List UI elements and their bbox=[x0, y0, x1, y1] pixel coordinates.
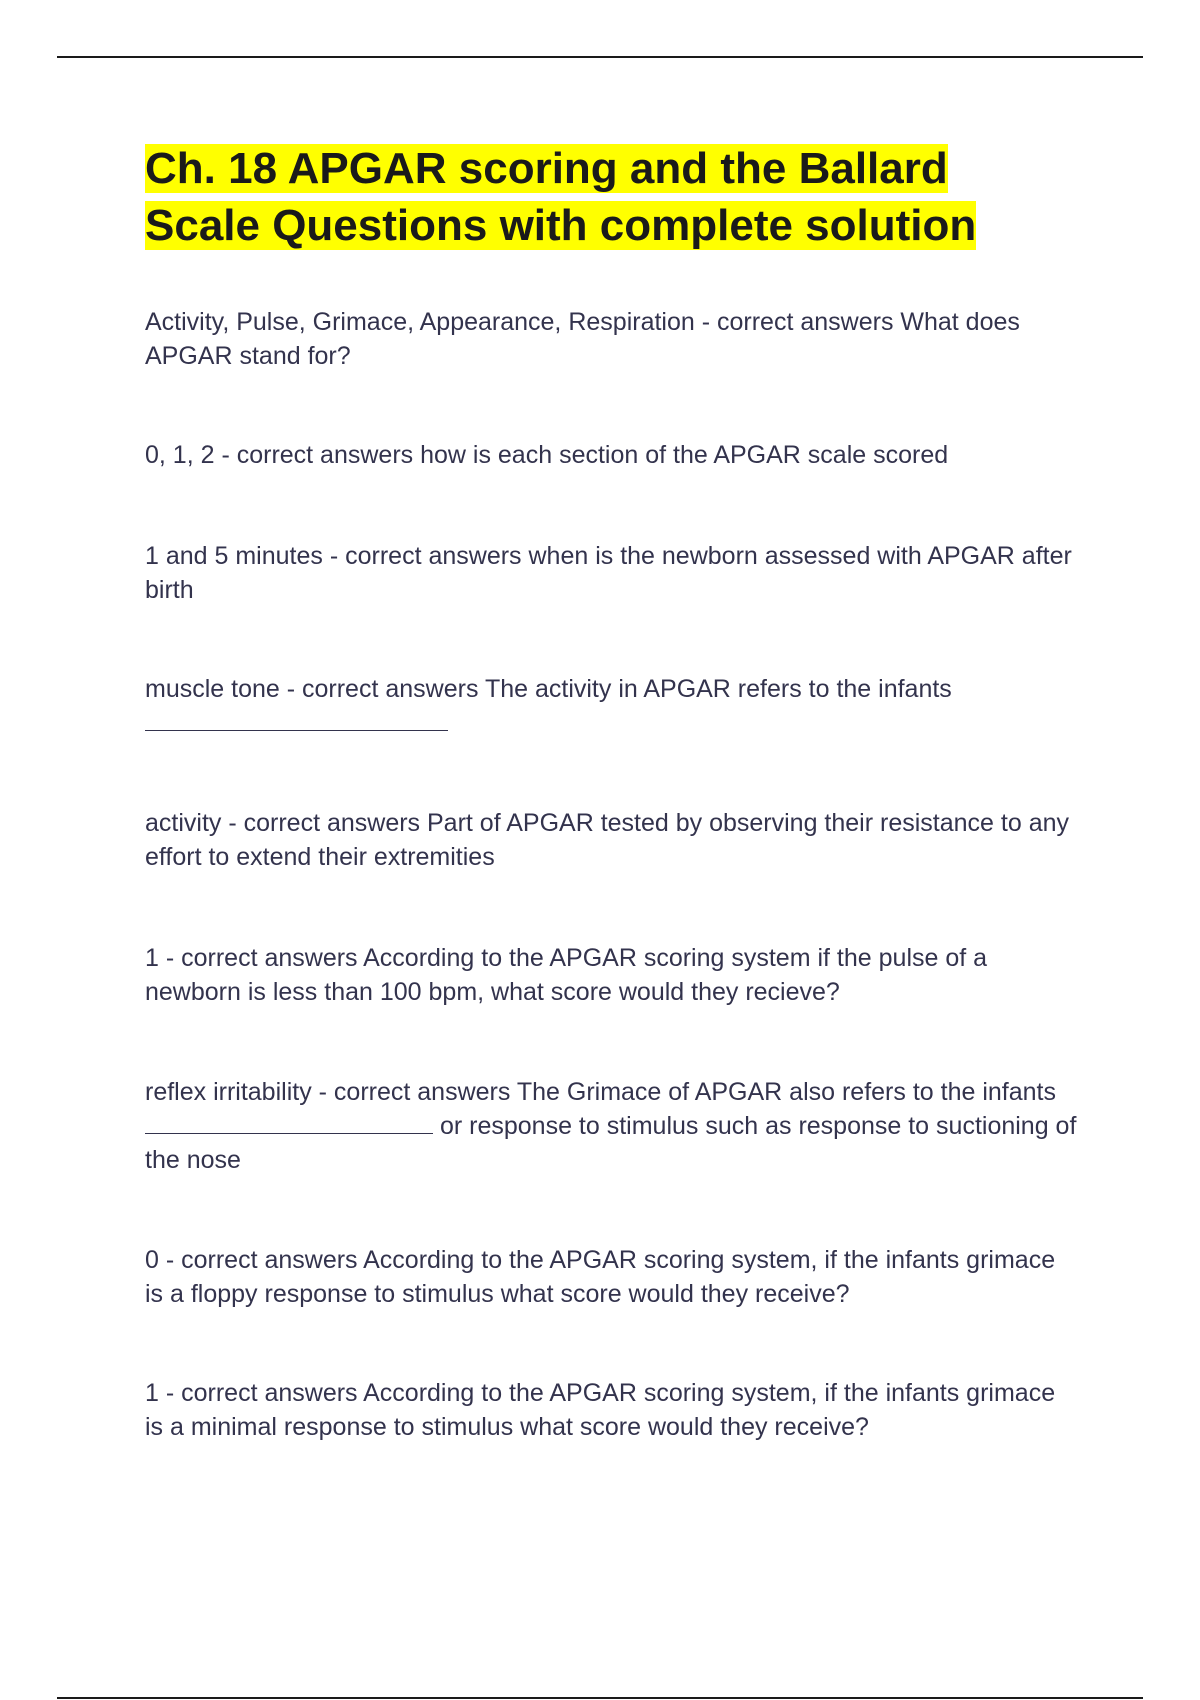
qa-item-7-text-after: or response to stimulus such as response to suctioning of the nose bbox=[145, 1112, 1077, 1174]
bottom-rule bbox=[57, 1697, 1143, 1699]
qa-item-9: 1 - correct answers According to the APGAR scoring system, if the infants grimace is a minimal response to stimulus what score would they receive? bbox=[145, 1379, 1056, 1441]
fill-in-blank bbox=[145, 708, 448, 731]
qa-item-1: Activity, Pulse, Grimace, Appearance, Respiration - correct answers What does APGAR stand for? bbox=[145, 308, 1020, 370]
title-line-2: Scale Questions with complete solution bbox=[145, 201, 977, 250]
qa-item-2: 0, 1, 2 - correct answers how is each section of the APGAR scale scored bbox=[145, 441, 949, 469]
qa-item-7-text-before: reflex irritability - correct answers The Grimace of APGAR also refers to the infants bbox=[145, 1078, 1056, 1106]
qa-item-5: activity - correct answers Part of APGAR tested by observing their resistance to any effort to extend their extremities bbox=[145, 809, 1069, 871]
qa-item-8: 0 - correct answers According to the APGAR scoring system, if the infants grimace is a floppy response to stimulus what score would they receive? bbox=[145, 1246, 1056, 1308]
fill-in-blank bbox=[145, 1111, 433, 1134]
title-line-1: Ch. 18 APGAR scoring and the Ballard bbox=[145, 144, 948, 193]
qa-item-7 bbox=[145, 1075, 1080, 1177]
qa-item-4-text: muscle tone - correct answers The activity in APGAR refers to the infants bbox=[145, 675, 952, 703]
top-rule bbox=[57, 56, 1143, 58]
qa-item-4 bbox=[145, 672, 1080, 740]
qa-item-3: 1 and 5 minutes - correct answers when is the newborn assessed with APGAR after birth bbox=[145, 542, 1072, 604]
qa-item-6: 1 - correct answers According to the APGAR scoring system if the pulse of a newborn is less than 100 bpm, what score would they recieve? bbox=[145, 944, 988, 1006]
document-title bbox=[145, 140, 1075, 254]
